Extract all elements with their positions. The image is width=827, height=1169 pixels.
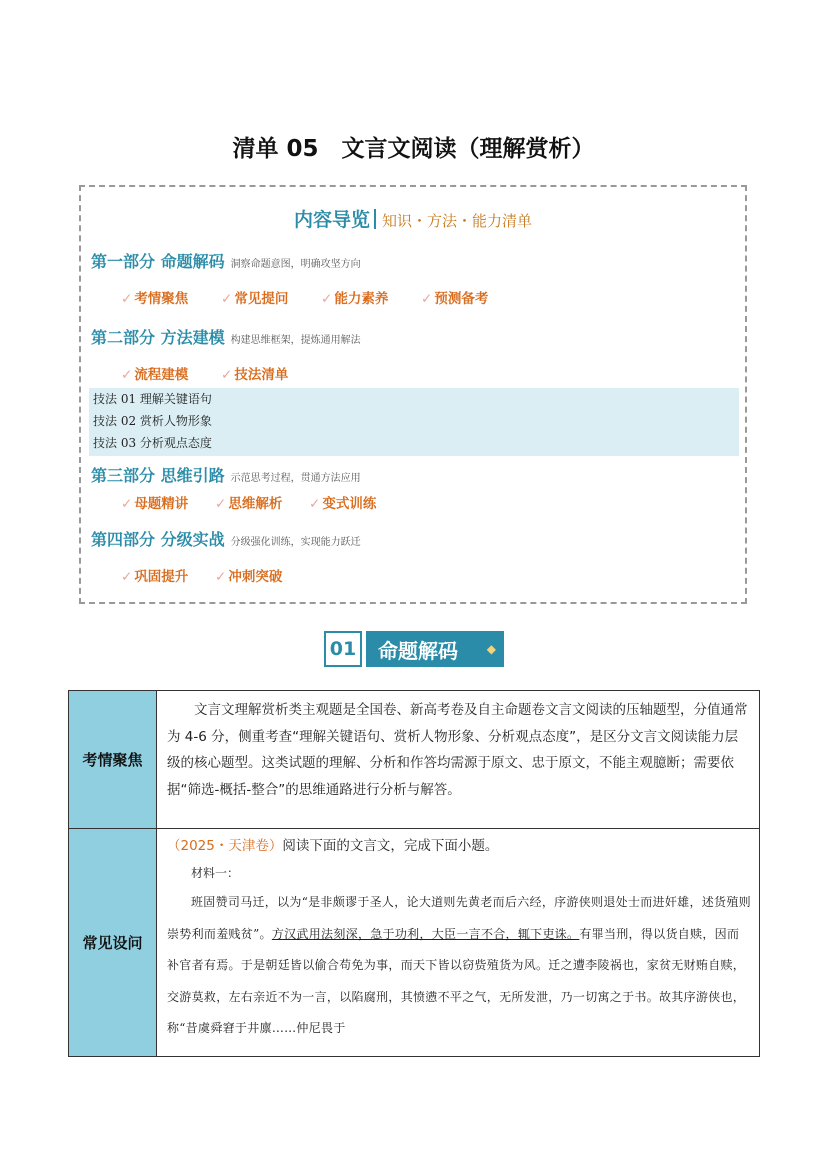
exam-info-table xyxy=(68,690,760,1057)
check-icon: ✓ xyxy=(221,367,233,383)
part-desc: 示范思考过程，贯通方法应用 xyxy=(230,473,361,484)
check-icon: ✓ xyxy=(215,496,227,512)
part-4-heading xyxy=(91,527,361,550)
check-icon: ✓ xyxy=(121,569,133,585)
part-title: 第三部分 思维引路 xyxy=(91,466,225,485)
chip: ✓ 技法清单 xyxy=(221,367,289,383)
chip: ✓ 流程建模 xyxy=(121,367,189,383)
row-content xyxy=(157,691,760,829)
underlined-sentence: 方汉武用法刻深，急于功利，大臣一言不合，辄下吏诛。 xyxy=(271,926,580,941)
technique-item: 技法 03 分析观点态度 xyxy=(93,436,212,450)
check-icon: ✓ xyxy=(221,291,233,307)
part-title: 第二部分 方法建模 xyxy=(91,328,225,347)
part-3-chips xyxy=(121,492,404,512)
part-4-chips xyxy=(121,565,310,585)
chip: ✓ 能力素养 xyxy=(321,291,389,307)
guide-title: 内容导览 xyxy=(293,209,370,231)
section-badge xyxy=(324,631,504,667)
chip: ✓ 变式训练 xyxy=(309,496,377,512)
guide-subtitle: 知识・方法・能力清单 xyxy=(382,212,533,230)
section-name: 命题解码 ◆ xyxy=(366,631,504,667)
check-icon: ✓ xyxy=(121,291,133,307)
check-icon: ✓ xyxy=(121,367,133,383)
part-desc: 构建思维框架，提炼通用解法 xyxy=(230,335,361,346)
part-title: 第一部分 命题解码 xyxy=(91,252,225,271)
focus-paragraph: 文言文理解赏析类主观题是全国卷、新高考卷及自主命题卷文言文阅读的压轴题型，分值通常为 4-6 分，侧重考查“理解关键语句、赏析人物形象、分析观点态度”，是区分文言文阅读能力层级的核心题型。这类试题的理解、分析和作答均需源于原文、忠于原文，不能主观臆断；需要依据“筛选-概括-整合”的思维通路进行分析与解答。 xyxy=(167,702,748,798)
check-icon: ✓ xyxy=(309,496,321,512)
check-icon: ✓ xyxy=(215,569,227,585)
material-label: 材料一： xyxy=(191,866,240,880)
part-2-heading xyxy=(91,325,361,348)
check-icon: ✓ xyxy=(121,496,133,512)
check-icon: ✓ xyxy=(321,291,333,307)
part-1-heading xyxy=(91,249,361,272)
table-row xyxy=(69,829,760,1057)
technique-item: 技法 02 赏析人物形象 xyxy=(93,414,212,428)
part-1-chips xyxy=(121,287,516,307)
chip: ✓ 冲刺突破 xyxy=(215,569,283,585)
row-label: 考情聚焦 xyxy=(69,691,157,829)
chip: ✓ 母题精讲 xyxy=(121,496,189,512)
part-title: 第四部分 分级实战 xyxy=(91,530,225,549)
guide-divider xyxy=(374,209,376,229)
part-3-heading xyxy=(91,463,361,486)
table-row xyxy=(69,691,760,829)
guide-header xyxy=(81,205,745,232)
part-2-chips xyxy=(121,363,316,383)
content-guide-box xyxy=(79,185,747,604)
passage-text: 班固赞司马迁，以为“是非颇谬于圣人，论大道则先黄老而后六经，序游侠则退处士而进奸雄，述货殖则崇势利而羞贱贫”。方汉武用法刻深，急于功利，大臣一言不合，辄下吏诛。有罪当刑，得以货自赎，因而补官者有焉。于是朝廷皆以偷合苟免为事，而天下皆以窃赀殖货为风。迁之遭李陵祸也，家贫无财贿自赎，交游莫救，左右亲近不为一言，以陷腐刑，其愤懑不平之气，无所发泄，乃一切寓之于书。故其序游侠也，称“昔虞舜窘于井廪……仲尼畏于 xyxy=(167,895,751,1035)
diamond-icon: ◆ xyxy=(486,642,496,656)
chip: ✓ 预测备考 xyxy=(421,291,489,307)
exam-source: （2025・天津卷） xyxy=(167,838,283,854)
part-desc: 分级强化训练，实现能力跃迁 xyxy=(230,537,361,548)
row-label: 常见设问 xyxy=(69,829,157,1057)
chip: ✓ 考情聚焦 xyxy=(121,291,189,307)
section-number: 01 xyxy=(324,631,362,667)
chip: ✓ 思维解析 xyxy=(215,496,283,512)
part-desc: 洞察命题意图，明确攻坚方向 xyxy=(230,259,361,270)
row-content xyxy=(157,829,760,1057)
page-title: 清单 05 文言文阅读（理解赏析） xyxy=(232,136,595,162)
chip: ✓ 巩固提升 xyxy=(121,569,189,585)
chip: ✓ 常见提问 xyxy=(221,291,289,307)
technique-item: 技法 01 理解关键语句 xyxy=(93,392,212,406)
technique-list xyxy=(89,388,739,456)
check-icon: ✓ xyxy=(421,291,433,307)
question-source: （2025・天津卷）阅读下面的文言文，完成下面小题。 xyxy=(167,838,499,854)
